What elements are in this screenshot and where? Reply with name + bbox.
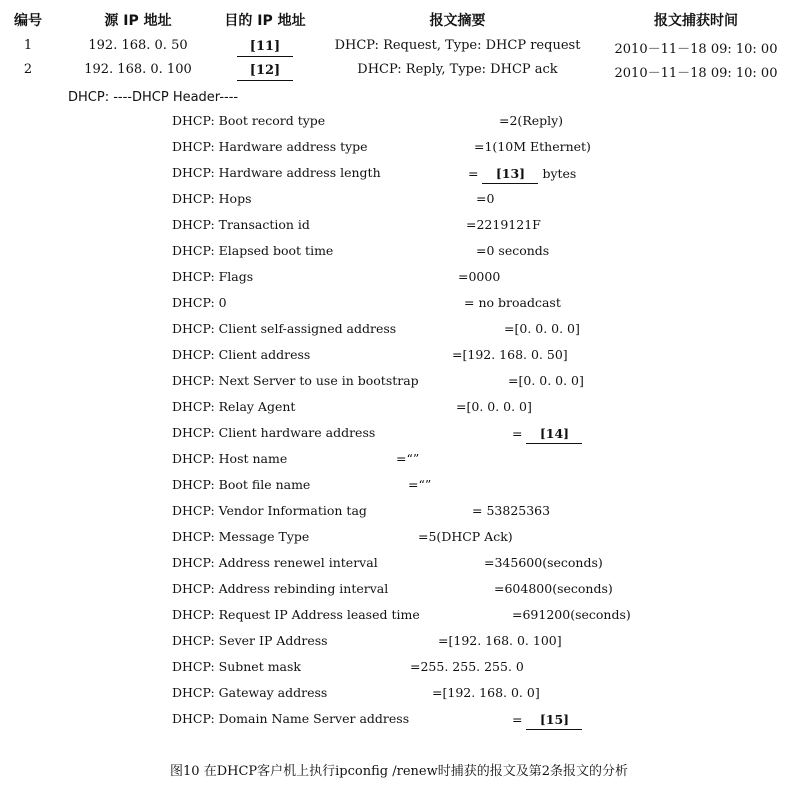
field-name: DHCP: Boot record type: [172, 113, 326, 128]
blank-11: [11]: [237, 38, 293, 57]
field-name: DHCP: Hardware address length: [172, 165, 381, 180]
field-value: =691200(seconds): [512, 607, 631, 622]
field-value: =[0. 0. 0. 0]: [456, 399, 532, 414]
field-name: DHCP: Transaction id: [172, 217, 310, 232]
field-value: =0 seconds: [476, 243, 550, 258]
field-name: DHCP: Client hardware address: [172, 425, 376, 440]
figure-caption: 图10 在DHCP客户机上执行ipconfig /renew时捕获的报文及第2条报文的分析: [170, 764, 628, 779]
field-name: DHCP: Client self-assigned address: [172, 321, 397, 336]
field-name: DHCP: Address renewel interval: [172, 555, 378, 570]
field-name: DHCP: Hardware address type: [172, 139, 368, 154]
field-value: =“”: [408, 477, 432, 492]
field-name: DHCP: Sever IP Address: [172, 633, 328, 648]
header-summary: 报文摘要: [429, 13, 486, 29]
field-value: =345600(seconds): [484, 555, 603, 570]
row-time: 2010－11－18 09: 10: 00: [614, 42, 778, 57]
row-time: 2010－11－18 09: 10: 00: [614, 66, 778, 81]
row-summary: DHCP: Reply, Type: DHCP ack: [357, 62, 558, 77]
field-name: DHCP: Subnet mask: [172, 659, 301, 674]
row-src-ip: 192. 168. 0. 50: [88, 38, 188, 53]
field-name: DHCP: Request IP Address leased time: [172, 607, 420, 622]
field-value: = [14]: [512, 425, 582, 444]
field-name: DHCP: Message Type: [172, 529, 310, 544]
field-value: =2(Reply): [499, 113, 564, 128]
field-value: =[0. 0. 0. 0]: [508, 373, 584, 388]
field-value: =0000: [458, 269, 501, 284]
field-name: DHCP: Boot file name: [172, 477, 311, 492]
header-time: 报文捕获时间: [654, 13, 738, 29]
field-value: =“”: [396, 451, 420, 466]
field-value: = 53825363: [472, 503, 551, 518]
table-row: [0, 62, 798, 84]
row-src-ip: 192. 168. 0. 100: [84, 62, 192, 77]
table-header: [0, 10, 798, 32]
field-value: =[0. 0. 0. 0]: [504, 321, 580, 336]
field-name: DHCP: Domain Name Server address: [172, 711, 410, 726]
header-src-ip: 源 IP 地址: [104, 13, 172, 29]
field-value: =5(DHCP Ack): [418, 529, 513, 544]
field-name: DHCP: Next Server to use in bootstrap: [172, 373, 419, 388]
field-name: DHCP: Hops: [172, 191, 252, 206]
blank-13: [13]: [482, 165, 538, 184]
field-value: = [13] bytes: [468, 165, 576, 184]
row-no: 1: [23, 38, 33, 53]
row-dst-ip: [210, 38, 320, 57]
field-name: DHCP: Gateway address: [172, 685, 328, 700]
header-dst-ip: 目的 IP 地址: [224, 13, 306, 29]
row-dst-ip: [210, 62, 320, 81]
header-no: 编号: [14, 13, 42, 29]
field-value: =604800(seconds): [494, 581, 613, 596]
field-name: DHCP: Address rebinding interval: [172, 581, 389, 596]
field-value: =1(10M Ethernet): [474, 139, 591, 154]
field-name: DHCP: Relay Agent: [172, 399, 296, 414]
table-row: [0, 38, 798, 60]
dhcp-header-title: DHCP: ----DHCP Header----: [68, 90, 239, 105]
field-value: =[192. 168. 0. 50]: [452, 347, 568, 362]
field-value: =[192. 168. 0. 0]: [432, 685, 540, 700]
field-name: DHCP: Flags: [172, 269, 254, 284]
blank-15: [15]: [526, 711, 582, 730]
field-name: DHCP: Client address: [172, 347, 311, 362]
field-value: =255. 255. 255. 0: [410, 659, 524, 674]
field-name: DHCP: Host name: [172, 451, 288, 466]
field-value: = no broadcast: [464, 295, 561, 310]
field-name: DHCP: Vendor Information tag: [172, 503, 367, 518]
blank-14: [14]: [526, 425, 582, 444]
row-summary: DHCP: Request, Type: DHCP request: [334, 38, 581, 53]
field-value: =[192. 168. 0. 100]: [438, 633, 562, 648]
blank-12: [12]: [237, 62, 293, 81]
field-name: DHCP: Elapsed boot time: [172, 243, 334, 258]
field-value: =0: [476, 191, 495, 206]
field-value: = [15]: [512, 711, 582, 730]
field-value: =2219121F: [466, 217, 541, 232]
field-name: DHCP: 0: [172, 295, 227, 310]
row-no: 2: [23, 62, 33, 77]
